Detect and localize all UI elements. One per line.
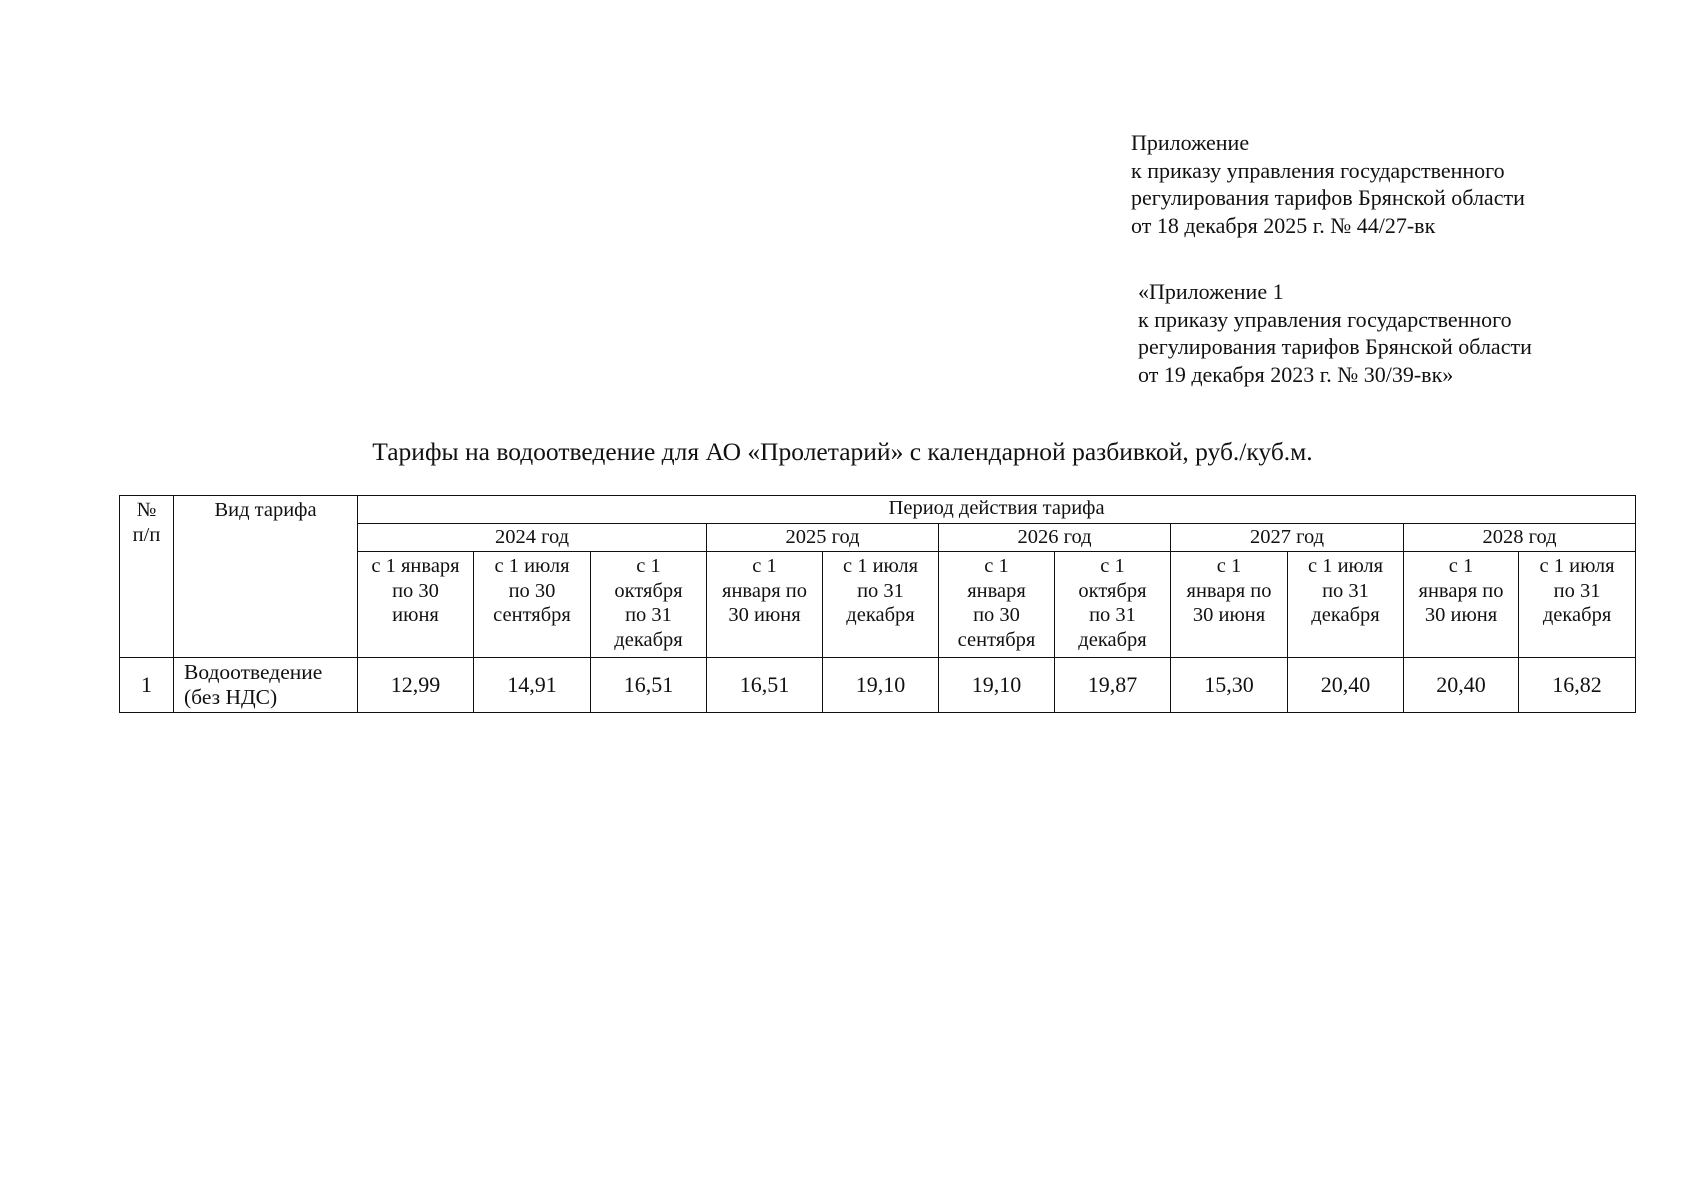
tariff-value-cell: 16,82 <box>1519 658 1636 713</box>
tariff-value-cell: 16,51 <box>591 658 707 713</box>
period-header-line: по 30 <box>508 579 556 602</box>
period-header-line: с 1 <box>636 555 661 577</box>
period-header-cell <box>1288 552 1404 658</box>
table-body <box>120 658 1636 713</box>
appendix-current-line: к приказу управления государственного <box>1131 157 1505 183</box>
period-header-line: января <box>967 579 1026 602</box>
period-header-line: по 30 <box>392 579 439 602</box>
header-row-period <box>120 496 1636 524</box>
number-header-cell <box>120 496 174 658</box>
appendix-current-line: от 18 декабря 2025 г. № 44/27-вк <box>1131 212 1436 238</box>
period-header-line: с 1 июля <box>842 555 919 577</box>
period-header-cell <box>1055 552 1171 658</box>
tariff-table <box>119 495 1636 713</box>
period-header-cell <box>358 552 474 658</box>
period-header-line: по 31 <box>1089 604 1136 626</box>
period-header-line: октября <box>1078 579 1147 602</box>
period-header-line: с 1 июля <box>1307 555 1384 577</box>
tariff-value-cell: 16,51 <box>707 658 823 713</box>
period-header-line: с 1 <box>1100 555 1125 577</box>
period-header-line: июня <box>392 604 439 626</box>
tariff-value-cell: 19,10 <box>823 658 939 713</box>
period-header-line: декабря <box>1542 604 1612 626</box>
year-header-cell: 2027 год <box>1171 524 1404 552</box>
kind-header-cell: Вид тарифа <box>174 496 358 658</box>
appendix-previous-line: «Приложение 1 <box>1138 279 1284 304</box>
tariff-value-cell: 20,40 <box>1404 658 1519 713</box>
year-header-cell: 2025 год <box>707 524 939 552</box>
period-header-line: по 31 <box>857 579 904 602</box>
period-header-cell <box>939 552 1055 658</box>
period-header-line: с 1 января <box>371 555 460 577</box>
tariff-kind-cell <box>174 658 358 713</box>
year-header-cell: 2026 год <box>939 524 1171 552</box>
appendix-previous-line: к приказу управления государственного <box>1138 306 1512 332</box>
tariff-value-cell: 19,10 <box>939 658 1055 713</box>
period-header-line: с 1 июля <box>494 555 570 577</box>
appendix-current-header <box>1131 129 1525 239</box>
number-header-line: № <box>136 499 157 521</box>
period-header-line: 30 июня <box>1424 604 1498 626</box>
period-header-line: с 1 <box>752 555 777 577</box>
period-header-line: января по <box>1186 579 1272 602</box>
period-header-line: по 31 <box>1553 579 1601 602</box>
period-header-cell <box>707 552 823 658</box>
period-header-cell: Период действия тарифа <box>358 496 1636 524</box>
appendix-previous-line: от 19 декабря 2023 г. № 30/39-вк» <box>1138 361 1454 387</box>
period-header-line: января по <box>722 579 807 602</box>
period-header-cell <box>474 552 591 658</box>
appendix-current-line: Приложение <box>1131 130 1250 155</box>
period-header-line: декабря <box>1311 604 1380 626</box>
row-number-cell: 1 <box>120 658 174 713</box>
period-header-cell <box>823 552 939 658</box>
table-title: Тарифы на водоотведение для АО «Пролетарий» с календарной разбивкой, руб./куб.м. <box>372 437 1313 466</box>
period-header-line: 30 июня <box>728 604 801 626</box>
tariff-value-cell: 20,40 <box>1288 658 1404 713</box>
period-header-line: с 1 <box>1448 555 1474 577</box>
tariff-kind-line: Водоотведение <box>184 660 323 684</box>
period-header-line: января по <box>1418 579 1504 602</box>
period-header-cell <box>1404 552 1519 658</box>
period-header-line: с 1 июля <box>1539 555 1615 577</box>
period-header-line: с 1 <box>984 555 1009 577</box>
appendix-current-line: регулирования тарифов Брянской области <box>1131 185 1525 210</box>
tariff-value-cell: 12,99 <box>358 658 474 713</box>
period-header-line: по 31 <box>1322 579 1369 602</box>
period-header-line: по 30 <box>973 604 1020 626</box>
tariff-value-cell: 14,91 <box>474 658 591 713</box>
period-header-line: декабря <box>614 628 683 651</box>
period-header-line: 30 июня <box>1192 604 1266 626</box>
appendix-previous-header <box>1138 278 1532 388</box>
tariff-kind-line: (без НДС) <box>184 685 278 709</box>
tariff-value-cell: 15,30 <box>1171 658 1288 713</box>
period-header-line: сентября <box>493 604 571 626</box>
period-header-line: октября <box>614 579 683 602</box>
year-header-cell: 2028 год <box>1404 524 1636 552</box>
appendix-previous-line: регулирования тарифов Брянской области <box>1138 334 1532 359</box>
period-header-line: сентября <box>957 628 1036 651</box>
table-row <box>120 658 1636 713</box>
period-header-line: декабря <box>1078 628 1147 651</box>
period-header-line: декабря <box>846 604 915 626</box>
period-header-cell <box>591 552 707 658</box>
period-header-line: с 1 <box>1216 555 1242 577</box>
period-header-cell <box>1519 552 1636 658</box>
year-header-cell: 2024 год <box>358 524 707 552</box>
period-header-line: по 31 <box>625 604 672 626</box>
period-header-cell <box>1171 552 1288 658</box>
number-header-line: п/п <box>132 523 161 546</box>
tariff-value-cell: 19,87 <box>1055 658 1171 713</box>
